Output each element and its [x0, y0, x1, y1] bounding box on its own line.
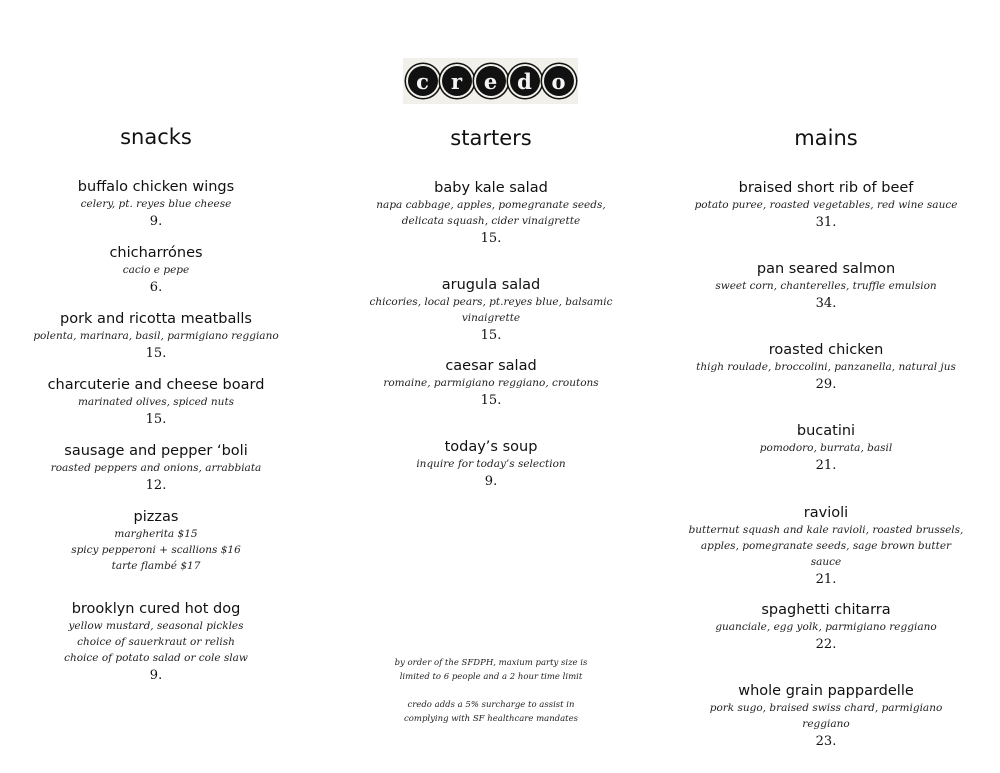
item-price: 15.	[480, 231, 502, 246]
notice-party-size	[383, 656, 599, 684]
item-price: 34.	[815, 296, 837, 311]
snacks-title: snacks	[120, 125, 192, 149]
item-name: roasted chicken	[768, 342, 884, 358]
item-price: 29.	[815, 377, 837, 392]
menu-item	[686, 422, 966, 475]
item-description: spicy pepperoni + scallions $16	[71, 544, 241, 556]
menu-item	[351, 179, 631, 248]
notice-surcharge	[383, 698, 599, 726]
item-name: braised short rib of beef	[738, 180, 914, 196]
item-description: marinated olives, spiced nuts	[77, 396, 235, 408]
menu-item	[16, 244, 296, 297]
item-name: sausage and pepper ‘boli	[64, 443, 248, 459]
item-name: brooklyn cured hot dog	[71, 601, 241, 617]
item-price: 15.	[480, 393, 502, 408]
mains-column	[686, 0, 966, 773]
item-name: charcuterie and cheese board	[47, 377, 265, 393]
menu-item	[16, 600, 296, 685]
logo-letter: d	[510, 66, 540, 96]
item-name: spaghetti chitarra	[761, 602, 891, 618]
item-description: polenta, marinara, basil, parmigiano reggiano	[33, 330, 279, 342]
item-price: 15.	[145, 346, 167, 361]
item-description: choice of sauerkraut or relish	[77, 636, 235, 648]
menu-item	[351, 276, 631, 345]
item-description: choice of potato salad or cole slaw	[64, 652, 248, 664]
item-description: pork sugo, braised swiss chard, parmigiano reggiano	[709, 702, 943, 730]
menu-item	[686, 504, 966, 589]
item-price: 22.	[815, 637, 837, 652]
menu-item	[686, 179, 966, 232]
item-price: 15.	[480, 328, 502, 343]
item-price: 6.	[149, 280, 163, 295]
item-description: tarte flambé $17	[111, 560, 201, 572]
snacks-column	[16, 0, 296, 773]
item-name: pork and ricotta meatballs	[60, 311, 252, 327]
item-description: delicata squash, cider vinaigrette	[401, 215, 581, 227]
item-description: inquire for today’s selection	[416, 458, 566, 470]
item-price: 9.	[149, 214, 163, 229]
menu-item	[686, 341, 966, 394]
item-description: roasted peppers and onions, arrabbiata	[50, 462, 262, 474]
item-price: 9.	[149, 668, 163, 683]
item-price: 31.	[815, 215, 837, 230]
item-name: caesar salad	[445, 358, 537, 374]
logo-letter: e	[476, 66, 506, 96]
notice-line: complying with SF healthcare mandates	[404, 714, 578, 724]
item-name: pan seared salmon	[756, 261, 896, 277]
notice-line: limited to 6 people and a 2 hour time limit	[399, 672, 583, 682]
item-description: pomodoro, burrata, basil	[759, 442, 893, 454]
item-description: apples, pomegranate seeds, sage brown butter sauce	[700, 540, 952, 568]
item-name: chicharrónes	[109, 245, 203, 261]
item-description: butternut squash and kale ravioli, roasted brussels,	[688, 524, 964, 536]
item-name: ravioli	[803, 505, 849, 521]
item-description: romaine, parmigiano reggiano, croutons	[383, 377, 599, 389]
item-description: chicories, local pears, pt.reyes blue, balsamic vinaigrette	[369, 296, 613, 324]
menu-item	[16, 442, 296, 495]
menu-item	[16, 508, 296, 574]
item-description: yellow mustard, seasonal pickles	[68, 620, 244, 632]
menu-item	[351, 438, 631, 491]
item-description: cacio e pepe	[122, 264, 190, 276]
mains-title: mains	[794, 126, 858, 150]
logo-letter: c	[408, 66, 438, 96]
item-description: guanciale, egg yolk, parmigiano reggiano	[715, 621, 937, 633]
item-name: whole grain pappardelle	[738, 683, 914, 699]
item-price: 21.	[815, 458, 837, 473]
item-description: potato puree, roasted vegetables, red wine sauce	[694, 199, 958, 211]
item-description: celery, pt. reyes blue cheese	[80, 198, 232, 210]
starters-title: starters	[450, 126, 532, 150]
menu-item	[16, 178, 296, 231]
item-name: bucatini	[796, 423, 856, 439]
menu-item	[686, 601, 966, 654]
item-price: 23.	[815, 734, 837, 749]
menu-item	[16, 376, 296, 429]
logo-letter: r	[442, 66, 472, 96]
item-description: napa cabbage, apples, pomegranate seeds,	[376, 199, 606, 211]
notice-line: by order of the SFDPH, maxium party size is	[394, 658, 588, 668]
menu-item	[351, 357, 631, 410]
item-price: 12.	[145, 478, 167, 493]
menu-item	[686, 260, 966, 313]
item-description: thigh roulade, broccolini, panzanella, natural jus	[696, 361, 956, 373]
menu-item	[16, 310, 296, 363]
notice-line: credo adds a 5% surcharge to assist in	[407, 700, 575, 710]
menu-item	[686, 682, 966, 751]
item-description: sweet corn, chanterelles, truffle emulsion	[715, 280, 937, 292]
item-name: baby kale salad	[434, 180, 548, 196]
logo-letter: o	[544, 66, 574, 96]
item-name: buffalo chicken wings	[77, 179, 235, 195]
item-price: 15.	[145, 412, 167, 427]
item-name: today’s soup	[444, 439, 538, 455]
item-price: 21.	[815, 572, 837, 587]
item-name: pizzas	[133, 509, 179, 525]
item-price: 9.	[484, 474, 498, 489]
item-description: margherita $15	[114, 528, 198, 540]
item-name: arugula salad	[441, 277, 541, 293]
